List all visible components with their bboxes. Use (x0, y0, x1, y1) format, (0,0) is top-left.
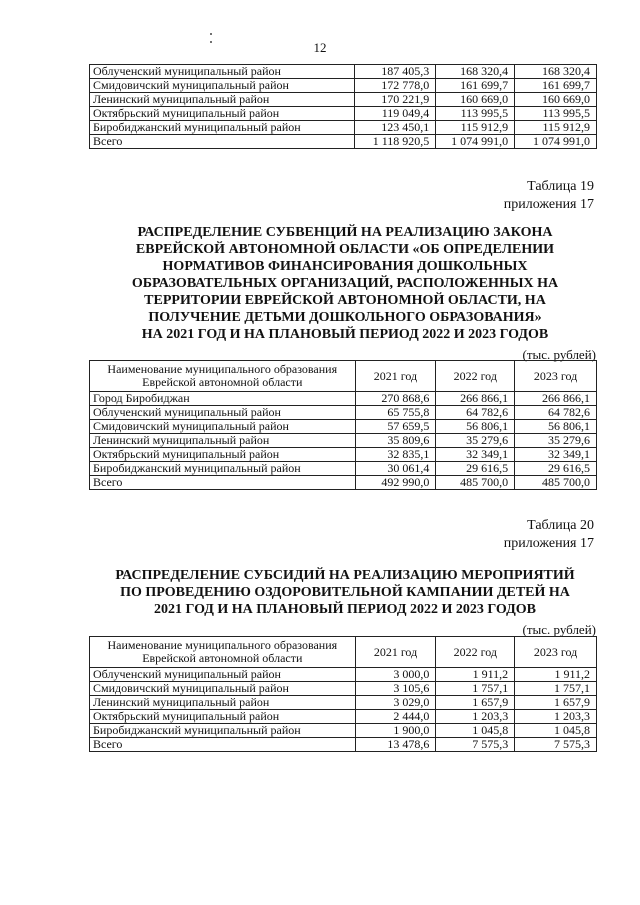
table20-header-2022: 2022 год (436, 637, 515, 668)
top-table-body (90, 65, 597, 149)
table19-label-number: Таблица 19 (527, 179, 594, 194)
value-2023: 64 782,6 (515, 406, 597, 420)
value-2022: 29 616,5 (436, 462, 515, 476)
value-2023: 1 911,2 (515, 668, 597, 682)
value-2023: 32 349,1 (515, 448, 597, 462)
table-row (90, 420, 597, 434)
row-name: Ленинский муниципальный район (90, 93, 355, 107)
value-2021: 13 478,6 (355, 738, 436, 752)
row-name: Биробиджанский муниципальный район (90, 121, 355, 135)
value-2021: 3 105,6 (355, 682, 436, 696)
table-row (90, 79, 597, 93)
row-name: Город Биробиджан (90, 392, 356, 406)
table-row (90, 121, 597, 135)
table20-label-number: Таблица 20 (527, 518, 594, 533)
row-name: Облученский муниципальный район (90, 668, 356, 682)
row-name: Октябрьский муниципальный район (90, 710, 356, 724)
value-2021: 1 118 920,5 (355, 135, 436, 149)
value-2022: 160 669,0 (436, 93, 515, 107)
value-2023: 160 669,0 (515, 93, 597, 107)
value-2023: 1 045,8 (515, 724, 597, 738)
value-2023: 1 657,9 (515, 696, 597, 710)
table-row (90, 724, 597, 738)
table19-body (90, 392, 597, 490)
table20-body (90, 668, 597, 752)
value-2023: 266 866,1 (515, 392, 597, 406)
table20-title (90, 567, 600, 618)
value-2021: 65 755,8 (355, 406, 436, 420)
value-2022: 1 203,3 (436, 710, 515, 724)
value-2022: 1 657,9 (436, 696, 515, 710)
row-name: Облученский муниципальный район (90, 406, 356, 420)
table-row (90, 668, 597, 682)
value-2022: 32 349,1 (436, 448, 515, 462)
row-name: Смидовичский муниципальный район (90, 420, 356, 434)
value-2022: 35 279,6 (436, 434, 515, 448)
value-2022: 168 320,4 (436, 65, 515, 79)
value-2023: 1 203,3 (515, 710, 597, 724)
page-number: 12 (313, 40, 327, 55)
value-2023: 56 806,1 (515, 420, 597, 434)
value-2022: 115 912,9 (436, 121, 515, 135)
table-row (90, 406, 597, 420)
title-line: ТЕРРИТОРИИ ЕВРЕЙСКОЙ АВТОНОМНОЙ ОБЛАСТИ, НА (144, 293, 546, 308)
row-name: Октябрьский муниципальный район (90, 107, 355, 121)
value-2022: 266 866,1 (436, 392, 515, 406)
title-line: РАСПРЕДЕЛЕНИЕ СУБВЕНЦИЙ НА РЕАЛИЗАЦИЮ ЗАКОНА (137, 225, 553, 240)
title-line: ПО ПРОВЕДЕНИЮ ОЗДОРОВИТЕЛЬНОЙ КАМПАНИИ ДЕТЕЙ НА (120, 585, 570, 600)
table-row (90, 65, 597, 79)
table19-header-2022: 2022 год (436, 361, 515, 392)
table19-title (90, 224, 600, 343)
value-2021: 270 868,6 (355, 392, 436, 406)
value-2022: 485 700,0 (436, 476, 515, 490)
title-line: ОБРАЗОВАТЕЛЬНЫХ ОРГАНИЗАЦИЙ, РАСПОЛОЖЕННЫХ НА (131, 276, 559, 291)
value-2021: 187 405,3 (355, 65, 436, 79)
table-row (90, 107, 597, 121)
title-line: ЕВРЕЙСКОЙ АВТОНОМНОЙ ОБЛАСТИ «ОБ ОПРЕДЕЛЕНИИ (135, 242, 555, 257)
row-name: Биробиджанский муниципальный район (90, 724, 356, 738)
title-line: ПОЛУЧЕНИЕ ДЕТЬМИ ДОШКОЛЬНОГО ОБРАЗОВАНИЯ» (148, 310, 542, 325)
table20 (89, 636, 597, 752)
row-name: Смидовичский муниципальный район (90, 79, 355, 93)
value-2021: 3 000,0 (355, 668, 436, 682)
value-2023: 35 279,6 (515, 434, 597, 448)
row-name: Всего (90, 135, 355, 149)
title-line: НОРМАТИВОВ ФИНАНСИРОВАНИЯ ДОШКОЛЬНЫХ (162, 259, 528, 274)
table19-label (504, 178, 594, 214)
table-row (90, 462, 597, 476)
value-2023: 1 074 991,0 (515, 135, 597, 149)
value-2021: 32 835,1 (355, 448, 436, 462)
top-continuation-table (89, 64, 597, 149)
table19-label-appendix: приложения 17 (503, 197, 594, 212)
table-row (90, 392, 597, 406)
table20-header-name: Наименование муниципального образования Еврейской автономной области (90, 637, 356, 668)
value-2023: 29 616,5 (515, 462, 597, 476)
value-2023: 1 757,1 (515, 682, 597, 696)
row-name: Ленинский муниципальный район (90, 696, 356, 710)
row-name: Октябрьский муниципальный район (90, 448, 356, 462)
value-2022: 113 995,5 (436, 107, 515, 121)
value-2021: 57 659,5 (355, 420, 436, 434)
table20-label-appendix: приложения 17 (503, 536, 594, 551)
value-2021: 492 990,0 (355, 476, 436, 490)
value-2021: 123 450,1 (355, 121, 436, 135)
value-2022: 7 575,3 (436, 738, 515, 752)
value-2021: 3 029,0 (355, 696, 436, 710)
title-line: РАСПРЕДЕЛЕНИЕ СУБСИДИЙ НА РЕАЛИЗАЦИЮ МЕРОПРИЯТИЙ (115, 568, 575, 583)
table-row (90, 682, 597, 696)
table-row (90, 135, 597, 149)
value-2022: 1 074 991,0 (436, 135, 515, 149)
value-2021: 2 444,0 (355, 710, 436, 724)
value-2021: 119 049,4 (355, 107, 436, 121)
table19-header-2023: 2023 год (515, 361, 597, 392)
value-2022: 1 911,2 (436, 668, 515, 682)
value-2022: 64 782,6 (436, 406, 515, 420)
row-name: Смидовичский муниципальный район (90, 682, 356, 696)
value-2022: 1 045,8 (436, 724, 515, 738)
table-row (90, 448, 597, 462)
value-2022: 161 699,7 (436, 79, 515, 93)
table20-label (504, 517, 594, 553)
value-2023: 161 699,7 (515, 79, 597, 93)
table20-header-2021: 2021 год (355, 637, 436, 668)
value-2023: 113 995,5 (515, 107, 597, 121)
title-line: 2021 ГОД И НА ПЛАНОВЫЙ ПЕРИОД 2022 И 2023 ГОДОВ (154, 602, 536, 617)
row-name: Всего (90, 476, 356, 490)
table20-header-2023: 2023 год (515, 637, 597, 668)
value-2021: 1 900,0 (355, 724, 436, 738)
table19 (89, 360, 597, 490)
table-row (90, 434, 597, 448)
table-row (90, 710, 597, 724)
row-name: Всего (90, 738, 356, 752)
table-row (90, 696, 597, 710)
value-2022: 56 806,1 (436, 420, 515, 434)
value-2021: 172 778,0 (355, 79, 436, 93)
value-2023: 168 320,4 (515, 65, 597, 79)
value-2023: 7 575,3 (515, 738, 597, 752)
value-2021: 170 221,9 (355, 93, 436, 107)
table19-units: (тыс. рублей) (522, 347, 596, 362)
scan-speck (210, 33, 212, 35)
row-name: Облученский муниципальный район (90, 65, 355, 79)
table19-header-2021: 2021 год (355, 361, 436, 392)
table19-header-name: Наименование муниципального образования Еврейской автономной области (90, 361, 356, 392)
value-2023: 115 912,9 (515, 121, 597, 135)
value-2021: 35 809,6 (355, 434, 436, 448)
table-row (90, 738, 597, 752)
value-2023: 485 700,0 (515, 476, 597, 490)
table-row (90, 476, 597, 490)
value-2021: 30 061,4 (355, 462, 436, 476)
row-name: Ленинский муниципальный район (90, 434, 356, 448)
table20-units: (тыс. рублей) (522, 622, 596, 637)
table-row (90, 93, 597, 107)
title-line: НА 2021 ГОД И НА ПЛАНОВЫЙ ПЕРИОД 2022 И 2023 ГОДОВ (141, 327, 549, 342)
value-2022: 1 757,1 (436, 682, 515, 696)
row-name: Биробиджанский муниципальный район (90, 462, 356, 476)
